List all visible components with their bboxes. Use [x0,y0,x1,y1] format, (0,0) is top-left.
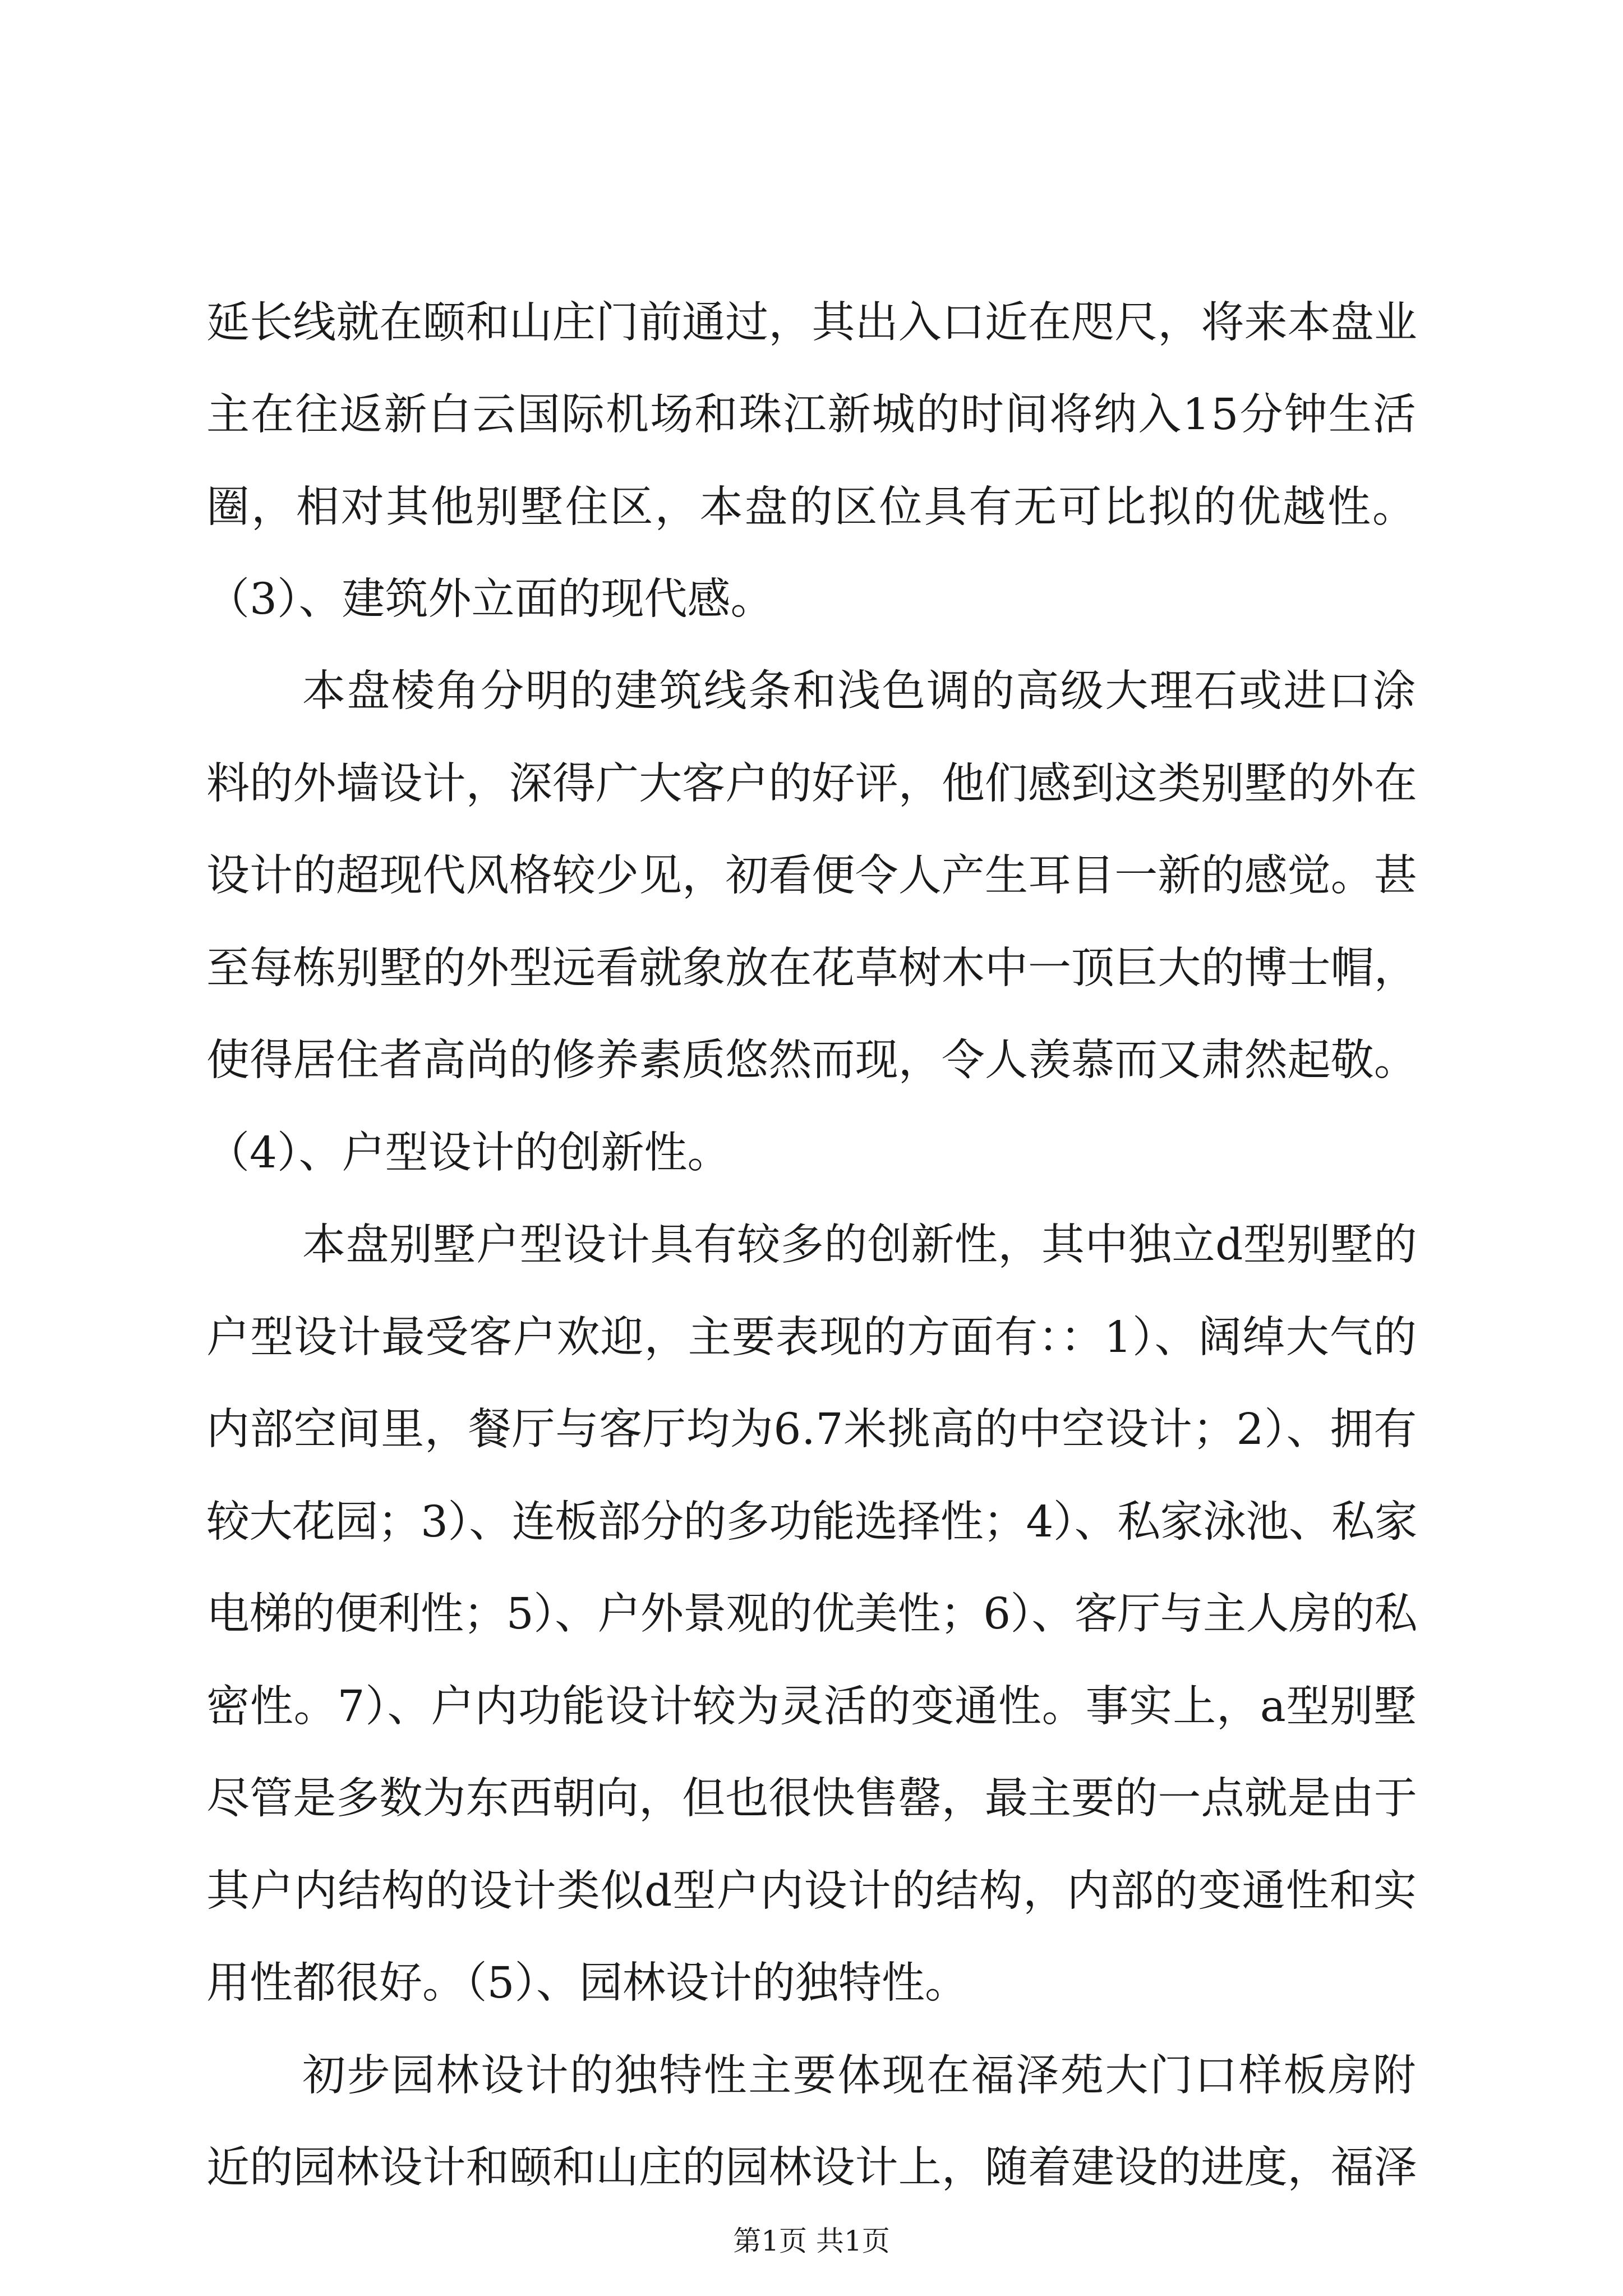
body-line: 户型设计最受客户欢迎，主要表现的方面有：：1）、阔绰大气的 [206,1313,1417,1363]
body-line: 主在往返新白云国际机场和珠江新城的时间将纳入15分钟生活 [206,390,1417,440]
body-line: 电梯的便利性；5）、户外景观的优美性；6）、客厅与主人房的私 [206,1589,1417,1639]
section-heading: （3）、建筑外立面的现代感。 [206,574,774,624]
body-line: 用性都很好。（5）、园林设计的独特性。 [206,1958,968,2008]
body-line: 延长线就在颐和山庄门前通过，其出入口近在咫尺，将来本盘业 [206,298,1417,348]
body-line: 至每栋别墅的外型远看就象放在花草树木中一顶巨大的博士帽， [206,944,1417,993]
body-line: 圈，相对其他别墅住区，本盘的区位具有无可比拟的优越性。 [206,482,1417,532]
section-heading: （4）、户型设计的创新性。 [206,1128,731,1178]
body-line: 尽管是多数为东西朝向，但也很快售罄，最主要的一点就是由于 [206,1774,1417,1824]
body-line: 其户内结构的设计类似d型户内设计的结构，内部的变通性和实 [206,1866,1417,1916]
body-line: 本盘别墅户型设计具有较多的创新性，其中独立d型别墅的 [302,1220,1417,1270]
body-line: 料的外墙设计，深得广大客户的好评，他们感到这类别墅的外在 [206,759,1417,809]
page-number-footer: 第1页 共1页 [733,2225,890,2257]
body-line: 较大花园；3）、连板部分的多功能选择性；4）、私家泳池、私家 [206,1497,1417,1547]
body-line: 内部空间里，餐厅与客厅均为6.7米挑高的中空设计；2）、拥有 [206,1405,1417,1455]
body-line: 设计的超现代风格较少见，初看便令人产生耳目一新的感觉。甚 [206,851,1417,901]
body-line: 近的园林设计和颐和山庄的园林设计上，随着建设的进度，福泽 [206,2143,1417,2193]
body-line: 使得居住者高尚的修养素质悠然而现，令人羡慕而又肃然起敬。 [206,1036,1417,1085]
body-line: 初步园林设计的独特性主要体现在福泽苑大门口样板房附 [302,2051,1417,2101]
body-line: 本盘棱角分明的建筑线条和浅色调的高级大理石或进口涂 [302,666,1417,716]
body-line: 密性。7）、户内功能设计较为灵活的变通性。事实上，a型别墅 [206,1682,1417,1732]
